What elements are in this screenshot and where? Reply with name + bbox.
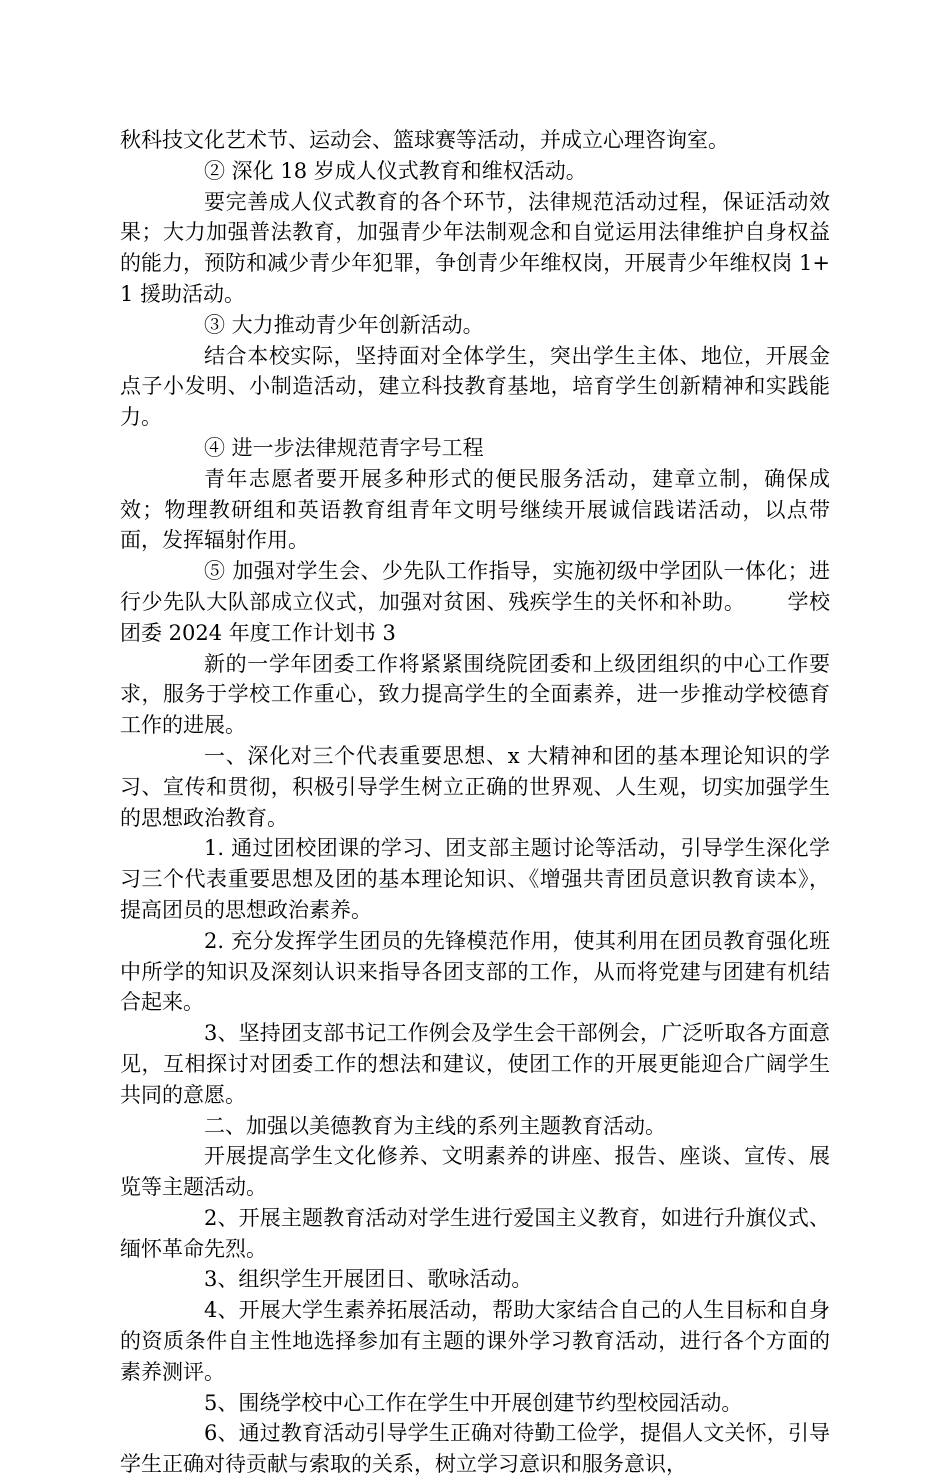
paragraph-9: 新的一学年团委工作将紧紧围绕院团委和上级团组织的中心工作要求，服务于学校工作重心，致力提高学生的全面素养，进一步推动学校德育工作的进展。: [120, 651, 830, 738]
paragraph-11: 1. 通过团校团课的学习、团支部主题讨论等活动，引导学生深化学习三个代表重要思想及团的基本理论知识、《增强共青团员意识教育读本》，提高团员的思想政治素养。: [120, 836, 830, 922]
paragraph-17: 3、组织学生开展团日、歌咏活动。: [204, 1267, 533, 1292]
paragraph-10: 一、深化对三个代表重要思想、x 大精神和团的基本理论知识的学习、宣传和贯彻，积极引导学生树立正确的世界观、人生观，切实加强学生的思想政治教育。: [120, 743, 830, 830]
paragraph-13: 3、坚持团支部书记工作例会及学生会干部例会，广泛听取各方面意见，互相探讨对团委工作的想法和建议，使团工作的开展更能迎合广阔学生共同的意愿。: [120, 1021, 830, 1107]
section-title: 学校团委 2024 年度工作计划书 3: [120, 589, 831, 645]
paragraph-8: [120, 556, 830, 648]
paragraph-3: 要完善成人仪式教育的各个环节，法律规范活动过程，保证活动效果；大力加强普法教育，加强青少年法制观念和自觉运用法律维护自身权益的能力，预防和减少青少年犯罪，争创青少年维权岗，开展青少年维权岗 1+1 援助活动。: [120, 189, 830, 306]
paragraph-12: 2. 充分发挥学生团员的先锋模范作用，使其利用在团员教育强化班中所学的知识及深刻认识来指导各团支部的工作，从而将党建与团建有机结合起来。: [120, 928, 830, 1015]
paragraph-5: 结合本校实际，坚持面对全体学生，突出学生主体、地位，开展金点子小发明、小制造活动，建立科技教育基地，培育学生创新精神和实践能力。: [120, 343, 830, 430]
paragraph-4: ③ 大力推动青少年创新活动。: [204, 312, 484, 337]
paragraph-18: 4、开展大学生素养拓展活动，帮助大家结合自己的人生目标和自身的资质条件自主性地选择参加有主题的课外学习教育活动，进行各个方面的素养测评。: [120, 1298, 830, 1384]
document-body: [120, 125, 830, 1480]
paragraph-15: 开展提高学生文化修养、文明素养的讲座、报告、座谈、宣传、展览等主题活动。: [120, 1144, 830, 1200]
paragraph-20: 6、通过教育活动引导学生正确对待勤工俭学，提倡人文关怀，引导学生正确对待贡献与索取的关系，树立学习意识和服务意识，: [120, 1421, 830, 1477]
paragraph-7: 青年志愿者要开展多种形式的便民服务活动，建章立制，确保成效；物理教研组和英语教育组青年文明号继续开展诚信践诺活动，以点带面，发挥辐射作用。: [120, 466, 830, 553]
paragraph-6: ④ 进一步法律规范青字号工程: [204, 435, 484, 460]
paragraph-16: 2、开展主题教育活动对学生进行爱国主义教育，如进行升旗仪式、缅怀革命先烈。: [120, 1205, 830, 1261]
paragraph-19: 5、围绕学校中心工作在学生中开展创建节约型校园活动。: [204, 1390, 743, 1415]
paragraph-14: 二、加强以美德教育为主线的系列主题教育活动。: [204, 1113, 666, 1138]
paragraph-1: 秋科技文化艺术节、运动会、篮球赛等活动，并成立心理咨询室。: [120, 128, 729, 152]
paragraph-8-text: ⑤ 加强对学生会、少先队工作指导，实施初级中学团队一体化；进行少先队大队部成立仪式，加强对贫困、残疾学生的关怀和补助。: [120, 559, 830, 614]
paragraph-2: ② 深化 18 岁成人仪式教育和维权活动。: [204, 158, 587, 183]
